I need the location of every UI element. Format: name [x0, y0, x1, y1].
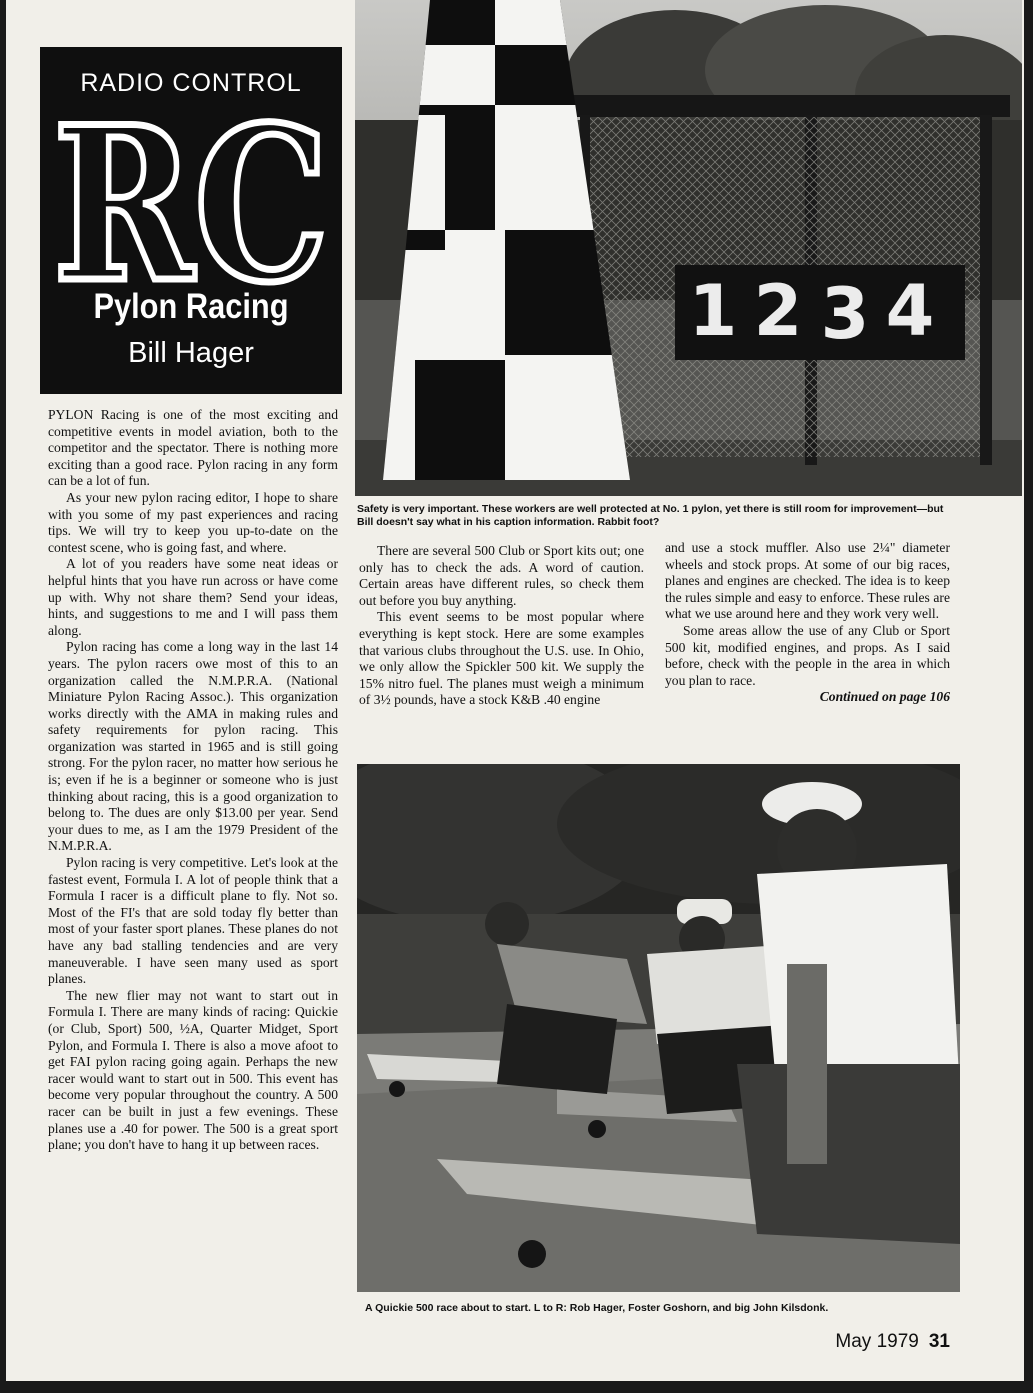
photo-racers-caption: A Quickie 500 race about to start. L to R: Rob Hager, Foster Goshorn, and big John Kilsdonk.: [365, 1302, 829, 1314]
photo-pylon-image: [355, 0, 1022, 496]
col3-paragraph: and use a stock muffler. Also use 2¼" diameter wheels and stock props. At some of our big races, planes and engines are checked. The idea is to keep the rules simple and easy to enforce. These rules are what we use around here and they work very well.: [665, 540, 950, 622]
column-3: [665, 540, 950, 706]
col1-paragraph: A lot of you readers have some neat ideas or helpful hints that you have run across or have come up with. Why not share them? Send your ideas, hints, and suggestions to me and I will pass them along.: [48, 556, 338, 638]
col1-paragraph: As your new pylon racing editor, I hope to share with you some of my past experiences and racing tips. We will try to keep you up-to-date on the contest scene, who is going fast, and where.: [48, 489, 338, 555]
rc-logo-text: RC: [53, 97, 329, 297]
column-2: [359, 543, 644, 709]
photo-pylon: [355, 0, 1022, 496]
scoreboard-digit-4: 4: [885, 270, 935, 352]
photo-racers-image: [357, 764, 960, 1292]
scoreboard-digit-1: 1: [688, 270, 738, 352]
col3-paragraph: Some areas allow the use of any Club or Sport 500 kit, modified engines, and props. As I said before, check with the people in the area in which you plan to race.: [665, 622, 950, 688]
scoreboard-digit-2: 2: [753, 270, 803, 352]
continued-note: Continued on page 106: [819, 689, 950, 705]
column-1: [48, 407, 338, 1154]
col2-paragraph: There are several 500 Club or Sport kits out; one only has to check the ads. A word of caution. Certain areas have different rules, so check them out before you buy anything.: [359, 543, 644, 608]
article-header: [40, 47, 342, 394]
magazine-page: [6, 0, 1024, 1381]
photo-pylon-caption: Safety is very important. These workers are well protected at No. 1 pylon, yet there is still room for improvement—but Bill doesn't say what in his caption information. Rabbit foot?: [357, 503, 944, 528]
issue-date: May 1979: [835, 1331, 919, 1352]
article-title: Pylon Racing: [93, 287, 289, 326]
col2-paragraph: This event seems to be most popular where everything is kept stock. Here are some examples that various clubs throughout the U.S. use. In Ohio, we only allow the Spickler 500 kit. We supply the 15% nitro fuel. The planes must weigh a minimum of 3½ pounds, have a stock K&B .40 engine: [359, 609, 644, 708]
page-number: 31: [928, 1331, 950, 1352]
col1-paragraph: The new flier may not want to start out in Formula I. There are many kinds of racing: Quickie (or Club, Sport) 500, ½A, Quarter Midget, Sport Pylon, and Formula I. There is also a move afoot to get FAI pylon racing going again. Perhaps the new racer would want to start out in 500. This event has become very popular throughout the country. A 500 racer can be built in just a few evenings. These planes use a .40 for power. The 500 is a great sport plane; you don't have to hang it up between races.: [48, 987, 338, 1153]
scoreboard-digit-3: 3: [820, 273, 870, 355]
col1-paragraph: Pylon racing has come a long way in the last 14 years. The pylon racers owe most of this to an organization called the N.M.P.R.A. (National Miniature Pylon Racing Assoc.). This organization works directly with the AMA in making rules and safety requirements for pylon racing. This organization was started in 1965 and is still going strong. For the pylon racer, no matter how serious he is; even if he is a beginner or someone who is just thinking about racing, this is a good organization to belong to. The dues are only $13.00 per year. Send your dues to me, as I am the 1979 President of the N.M.P.R.A.: [48, 639, 338, 854]
header-supertitle: RADIO CONTROL: [80, 69, 302, 97]
article-author: Bill Hager: [128, 337, 254, 369]
page-folio: [835, 1331, 950, 1353]
col1-paragraph: Pylon racing is very competitive. Let's look at the fastest event, Formula I. A lot of people think that a Formula I racer is a difficult plane to fly. Not so. Most of the FI's that are sold today fly better than most of your faster sport planes. These planes do not have any bad stalling tendencies and are very maneuverable. I have seen many used as sport planes.: [48, 855, 338, 987]
col1-paragraph: PYLON Racing is one of the most exciting and competitive events in model aviation, both to the competitor and the spectator. There is nothing more exciting than a good race. Pylon racing in any form can be a lot of fun.: [48, 407, 338, 489]
rc-logo: [48, 97, 334, 297]
photo-racers: [357, 764, 960, 1292]
